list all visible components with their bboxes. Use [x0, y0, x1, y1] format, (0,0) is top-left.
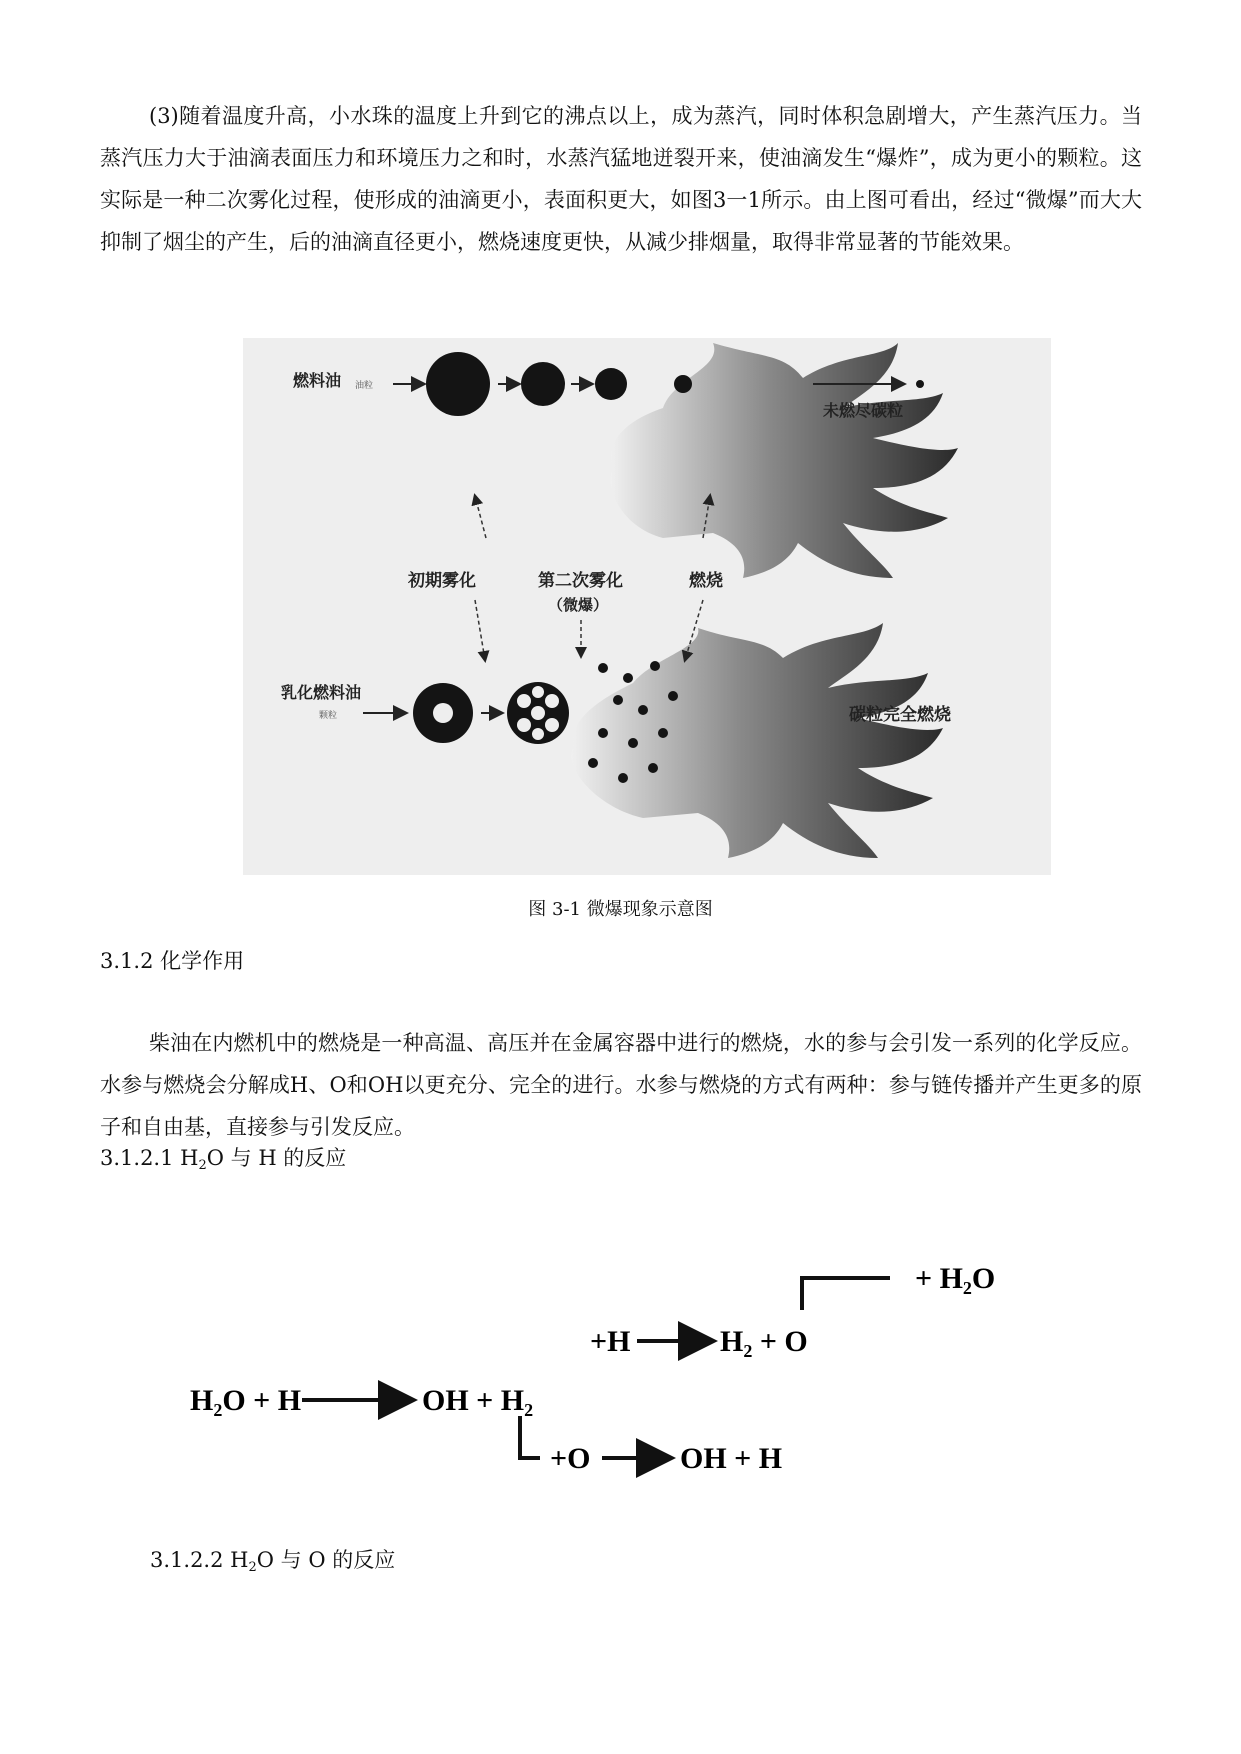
section-heading-3-1-2: 3.1.2 化学作用 [100, 949, 245, 973]
section-heading-3-1-2-1: 3.1.2.1 $H_2O$ 与 H 的反应 [100, 1146, 347, 1173]
bracket-top [802, 1278, 890, 1310]
figure-caption: 图 3-1 微爆现象示意图 [528, 899, 713, 920]
label-primary-atomization: 初期雾化 [408, 571, 476, 591]
droplet-tiny [674, 375, 692, 393]
label-complete-combustion: 碳粒完全燃烧 [849, 705, 951, 725]
label-combustion: 燃烧 [689, 571, 723, 591]
label-emulsified-fuel-oil: 乳化燃料油 [281, 683, 362, 702]
label-secondary-atomization: 第二次雾化 [538, 571, 623, 591]
droplet-large [426, 352, 490, 416]
label-unburned-carbon: 未燃尽碳粒 [823, 401, 904, 420]
label-emulsified-sub: 颗粒 [319, 711, 338, 721]
reaction-lower-reactant: +O [550, 1442, 591, 1475]
micro-explosion-figure [243, 338, 1051, 875]
reaction-upper-reactant: +H [590, 1325, 631, 1358]
droplet-small [595, 368, 627, 400]
reaction-upper-product: H₂ + O [720, 1325, 808, 1358]
reaction-scheme [190, 1248, 1050, 1498]
paragraph-micro-explosion: (3)随着温度升高，小水珠的温度上升到它的沸点以上，成为蒸汽，同时体积急剧增大，产生蒸汽压力。当蒸汽压力大于油滴表面压力和环境压力之和时，水蒸汽猛地迸裂开来，使油滴发生“爆炸”，成为更小的颗粒。这实际是一种二次雾化过程，使形成的油滴更小，表面积更大，如图3一1所示。由上图可看出，经过“微爆”而大大抑制了烟尘的产生，后的油滴直径更小，燃烧速度更快，从减少排烟量，取得非常显著的节能效果。 [100, 104, 1142, 254]
reaction-top-product: + H₂O [915, 1262, 996, 1295]
emulsified-water-core [433, 703, 453, 723]
label-fuel-oil: 燃料油 [293, 371, 342, 390]
reaction-main-products: OH + H₂ [422, 1384, 534, 1417]
bracket-bottom [520, 1416, 540, 1458]
label-fuel-oil-sub: 油粒 [355, 381, 374, 391]
reaction-lower-product: OH + H [680, 1442, 783, 1475]
label-micro-explosion: （微爆） [548, 596, 609, 614]
carbon-particle [916, 380, 924, 388]
paragraph-chemical-effect: 柴油在内燃机中的燃烧是一种高温、高压并在金属容器中进行的燃烧，水的参与会引发一系列的化学反应。水参与燃烧会分解成H、O和OH以更充分、完全的进行。水参与燃烧的方式有两种：参与链传播并产生更多的原子和自由基，直接参与引发反应。 [100, 1031, 1142, 1139]
droplet-medium [521, 362, 565, 406]
reaction-main-reactants: H₂O + H [190, 1384, 302, 1417]
section-heading-3-1-2-2: 3.1.2.2 $H_2O$ 与 O 的反应 [150, 1548, 396, 1575]
